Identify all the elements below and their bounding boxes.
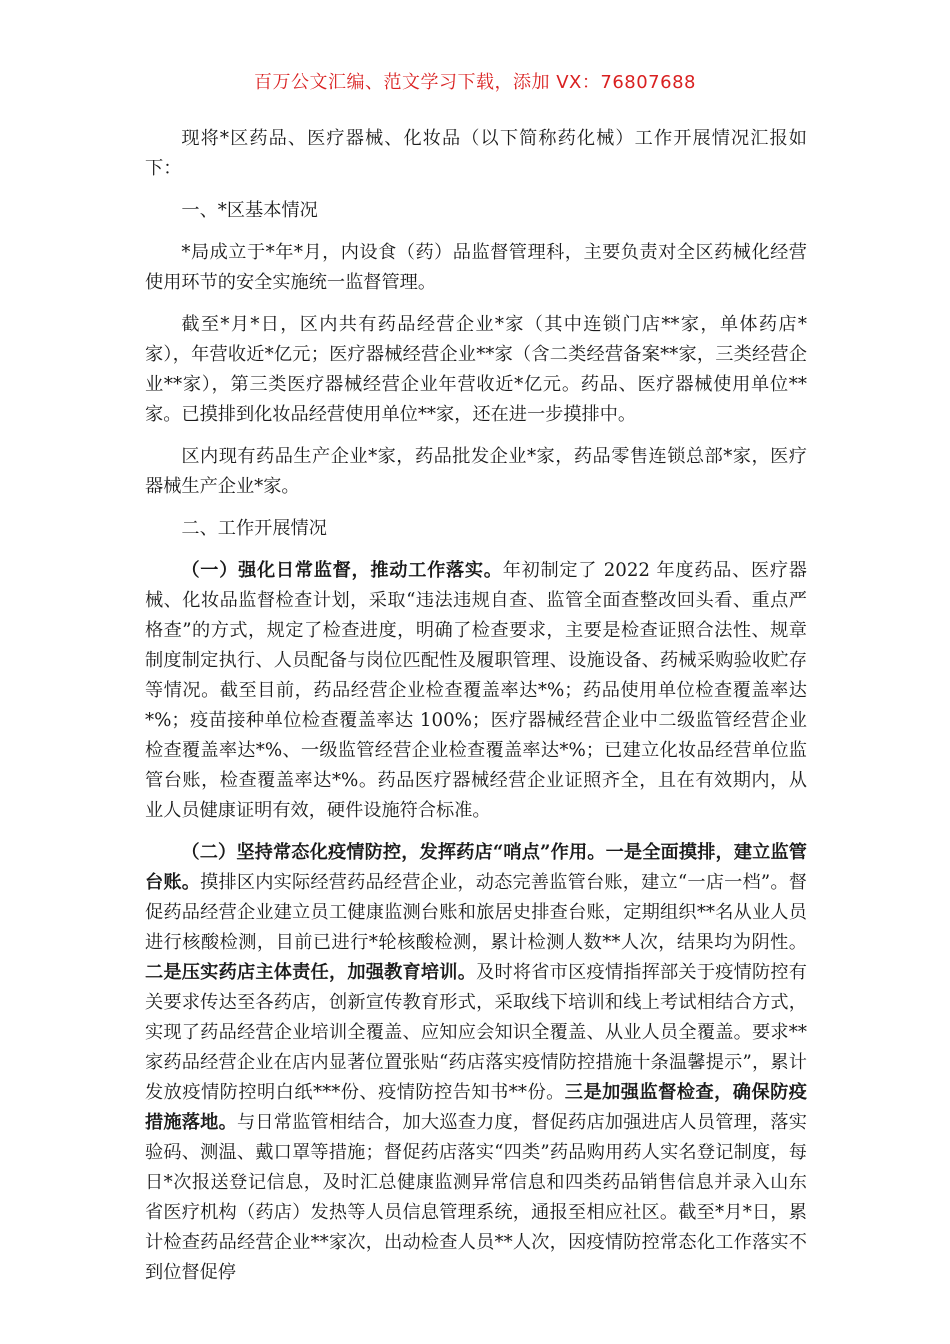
section-2-item-1: [145, 556, 807, 826]
item-1-body: 年初制定了 2022 年度药品、医疗器械、化妆品监督检查计划，采取“违法违规自查、监管全面查整改回头看、重点严格查”的方式，规定了检查进度，明确了检查要求，主要是检查证照合法性、规章制度制定执行、人员配备与岗位匹配性及履职管理、设施设备、药械采购验收贮存等情况。截至目前，药品经营企业检查覆盖率达*%；药品使用单位检查覆盖率达*%；疫苗接种单位检查覆盖率达 100%；医疗器械经营企业中二级监管经营企业检查覆盖率达*%、一级监管经营企业检查覆盖率达*%；已建立化妆品经营单位监管台账，检查覆盖率达*%。药品医疗器械经营企业证照齐全，且在有效期内，从业人员健康证明有效，硬件设施符合标准。: [145, 560, 807, 821]
section-1-paragraph-2: 截至*月*日，区内共有药品经营企业*家（其中连锁门店**家，单体药店*家），年营收近*亿元；医疗器械经营企业**家（含二类经营备案**家，三类经营企业**家），第三类医疗器械经营企业年营收近*亿元。药品、医疗器械使用单位**家。已摸排到化妆品经营使用单位**家，还在进一步摸排中。: [145, 314, 807, 425]
header-banner: 百万公文汇编、范文学习下载，添加 VX：76807688: [254, 72, 696, 93]
item-2-sub2-body: 及时将省市区疫情指挥部关于疫情防控有关要求传达至各药店，创新宣传教育形式，采取线下培训和线上考试相结合方式，实现了药品经营企业培训全覆盖、应知应会知识全覆盖、从业人员全覆盖。要求**家药品经营企业在店内显著位置张贴“药店落实疫情防控措施十条温馨提示”，累计发放疫情防控明白纸***份、疫情防控告知书**份。: [145, 962, 807, 1103]
section-1-heading: 一、*区基本情况: [181, 200, 318, 221]
item-2-sub2-lead: 二是压实药店主体责任，加强教育培训。: [145, 962, 477, 983]
item-2-sub1-lead: 一是全面摸排，建立监管台账。: [145, 842, 807, 893]
intro-paragraph: 现将*区药品、医疗器械、化妆品（以下简称药化械）工作开展情况汇报如下：: [145, 128, 807, 179]
document-body: [145, 124, 807, 1300]
item-2-sub3-lead: 三是加强监督检查，确保防疫措施落地。: [145, 1082, 807, 1133]
section-2-heading: 二、工作开展情况: [181, 518, 327, 539]
section-1-paragraph-1: *局成立于*年*月，内设食（药）品监督管理科，主要负责对全区药械化经营使用环节的安全实施统一监督管理。: [145, 242, 807, 293]
item-2-sub1-body: 摸排区内实际经营药品经营企业，动态完善监管台账，建立“一店一档”。督促药品经营企业建立员工健康监测台账和旅居史排查台账，定期组织**名从业人员进行核酸检测，目前已进行*轮核酸检测，累计检测人数**人次，结果均为阴性。: [145, 872, 807, 953]
section-1-paragraph-3: 区内现有药品生产企业*家，药品批发企业*家，药品零售连锁总部*家，医疗器械生产企业*家。: [145, 446, 807, 497]
section-2-item-2: [145, 838, 807, 1288]
item-1-lead: （一）强化日常监督，推动工作落实。: [181, 560, 503, 581]
item-2-lead: （二）坚持常态化疫情防控，发挥药店“哨点”作用。: [181, 842, 606, 863]
item-2-sub3-body: 与日常监管相结合，加大巡查力度，督促药店加强进店人员管理，落实验码、测温、戴口罩等措施；督促药店落实“四类”药品购用药人实名登记制度，每日*次报送登记信息，及时汇总健康监测异常信息和四类药品销售信息并录入山东省医疗机构（药店）发热等人员信息管理系统，通报至相应社区。截至*月*日，累计检查药品经营企业**家次，出动检查人员**人次，因疫情防控常态化工作落实不到位督促停: [145, 1112, 807, 1283]
